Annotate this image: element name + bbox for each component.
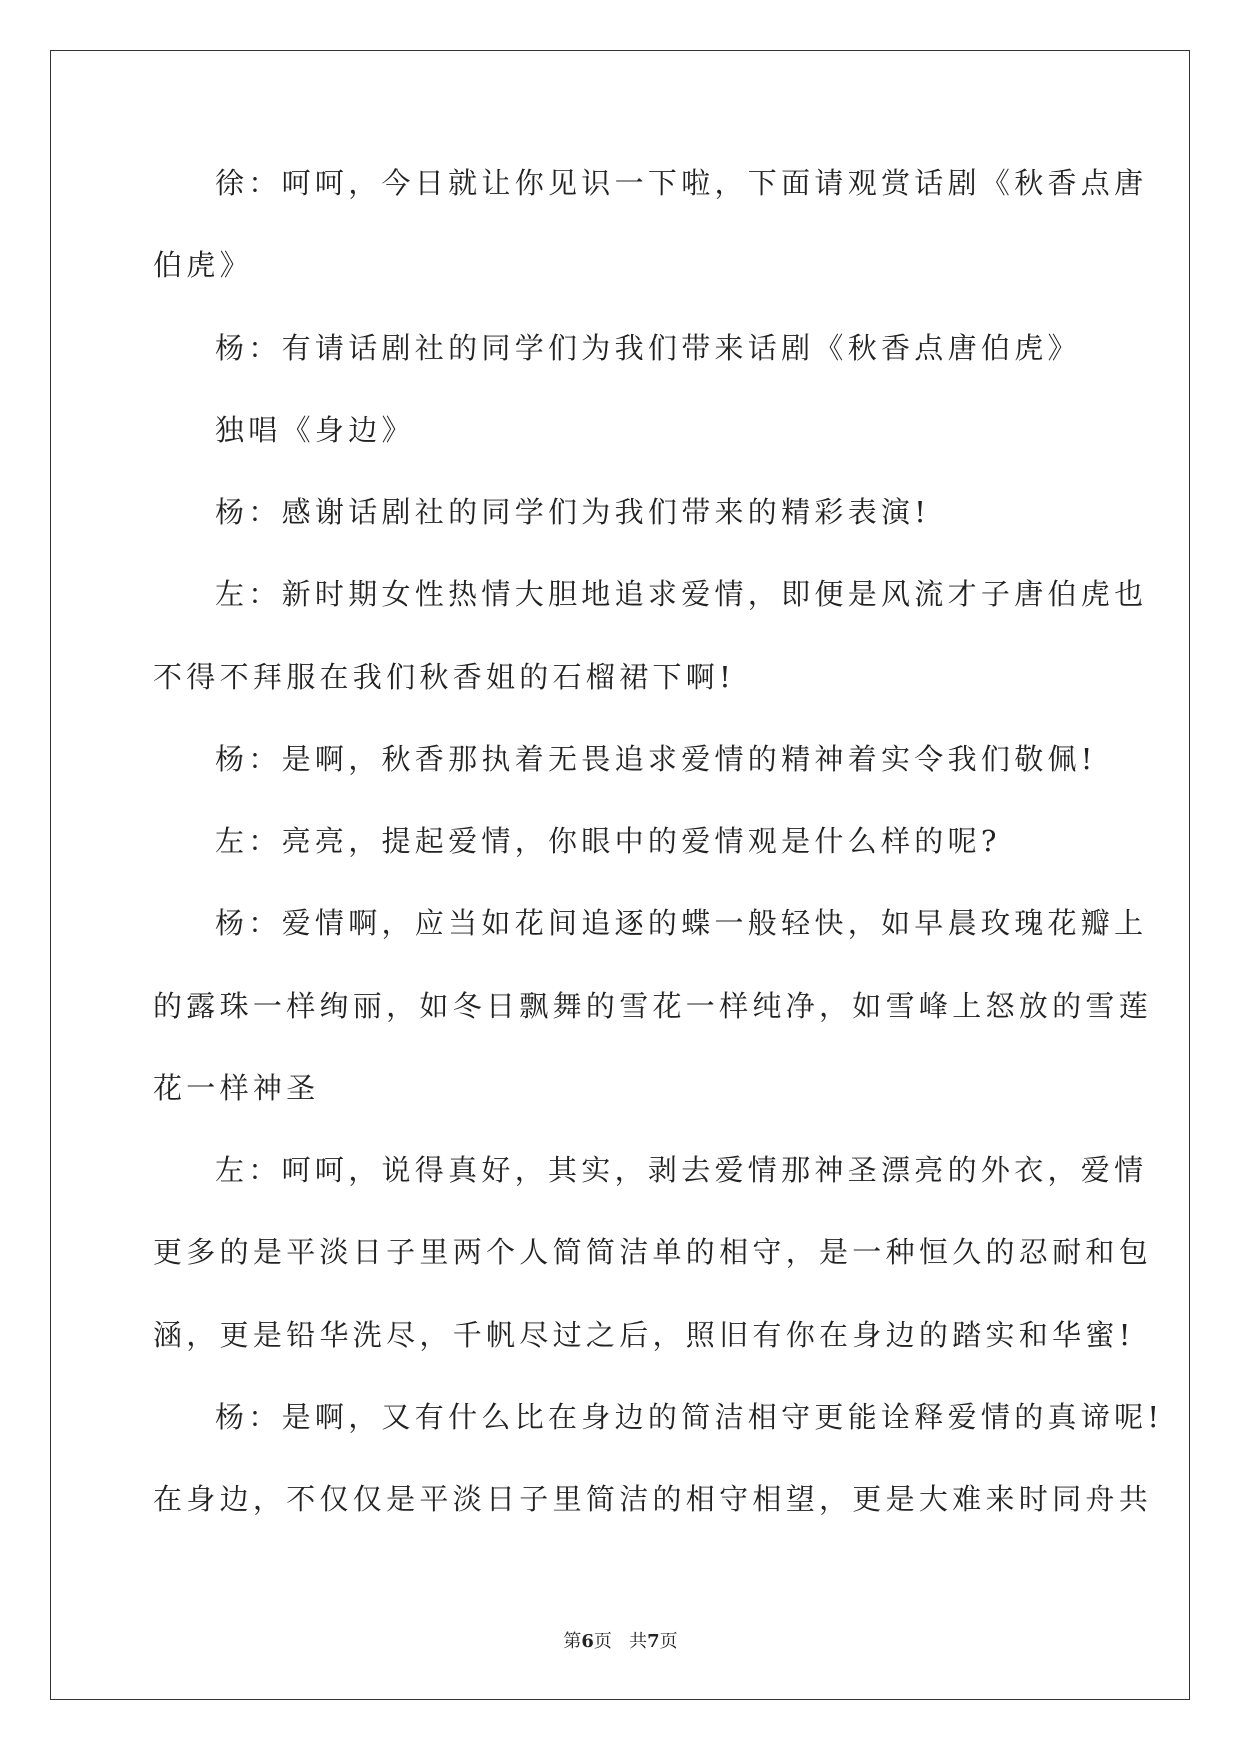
footer-page-word: 页 (593, 1631, 612, 1652)
paragraph-line: 涵，更是铅华洗尽，千帆尽过之后，照旧有你在身边的踏实和华蜜! (153, 1317, 1135, 1352)
paragraph-line: 不得不拜服在我们秋香姐的石榴裙下啊! (153, 659, 736, 694)
paragraph-line: 左：新时期女性热情大胆地追求爱情，即便是风流才子唐伯虎也 (215, 577, 1148, 612)
paragraph-line: 独唱《身边》 (215, 412, 415, 447)
page-footer (0, 1627, 1241, 1653)
paragraph-line: 的露珠一样绚丽，如冬日飘舞的雪花一样纯净，如雪峰上怒放的雪莲 (153, 988, 1153, 1023)
document-body (153, 163, 1164, 1561)
paragraph-line: 杨：有请话剧社的同学们为我们带来话剧《秋香点唐伯虎》 (215, 330, 1081, 365)
footer-total-prefix: 共 (629, 1631, 648, 1652)
paragraph-line: 左：亮亮，提起爱情，你眼中的爱情观是什么样的呢? (215, 824, 1001, 858)
paragraph-line: 更多的是平淡日子里两个人简简洁单的相守，是一种恒久的忍耐和包 (153, 1235, 1153, 1270)
footer-total-word: 页 (659, 1631, 678, 1652)
current-page-number: 6 (581, 1631, 594, 1652)
total-pages-number: 7 (647, 1631, 660, 1652)
paragraph-line: 杨：是啊，秋香那执着无畏追求爱情的精神着实令我们敬佩! (215, 741, 1097, 776)
paragraph-line: 杨：是啊，又有什么比在身边的简洁相守更能诠释爱情的真谛呢! (215, 1399, 1164, 1434)
paragraph-line: 伯虎》 (153, 248, 253, 283)
paragraph-line: 左：呵呵，说得真好，其实，剥去爱情那神圣漂亮的外衣，爱情 (215, 1153, 1148, 1187)
paragraph-line: 杨：感谢话剧社的同学们为我们带来的精彩表演! (215, 495, 931, 529)
paragraph-line: 在身边，不仅仅是平淡日子里简洁的相守相望，更是大难来时同舟共 (153, 1482, 1153, 1516)
footer-prefix: 第 (563, 1631, 582, 1652)
paragraph-line: 花一样神圣 (153, 1070, 320, 1105)
paragraph-line: 徐：呵呵，今日就让你见识一下啦，下面请观赏话剧《秋香点唐 (215, 166, 1148, 200)
paragraph-line: 杨：爱情啊，应当如花间追逐的蝶一般轻快，如早晨玫瑰花瓣上 (215, 906, 1148, 941)
